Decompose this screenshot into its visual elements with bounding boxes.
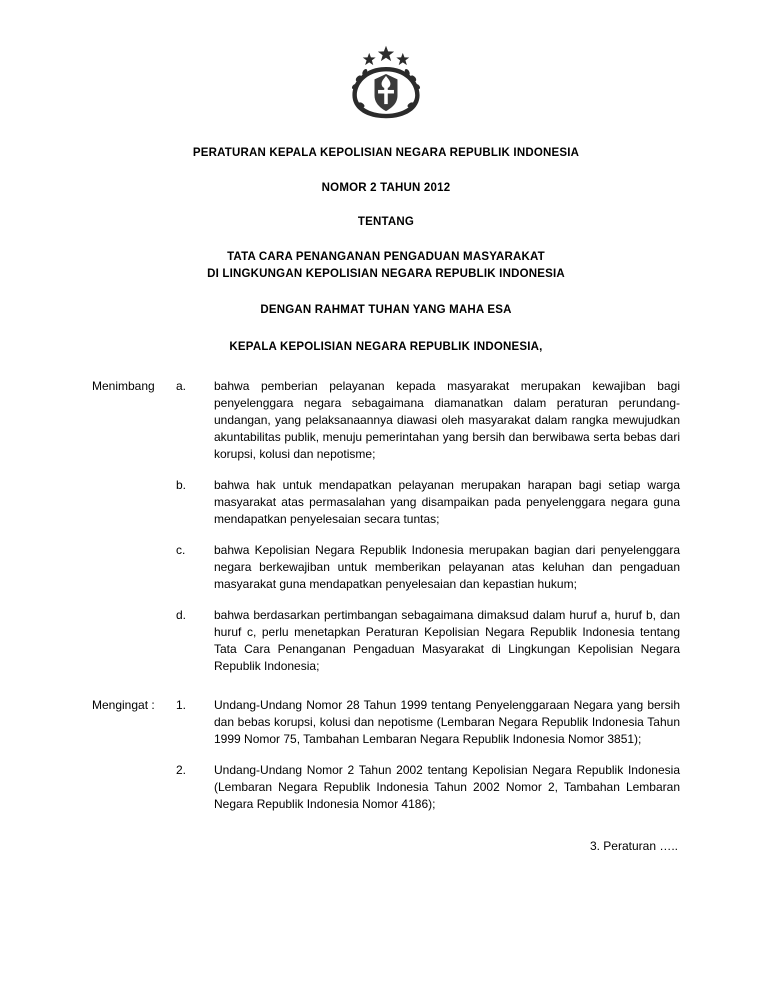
considering-marker-d: d. (176, 608, 187, 623)
considering-marker-b: b. (176, 477, 187, 492)
recalling-item-2 (92, 762, 680, 813)
considering-item-c (92, 542, 680, 593)
considering-label: Menimbang (92, 378, 155, 393)
recalling-marker-1: 1. (176, 698, 187, 713)
considering-item-a (92, 378, 680, 463)
emblem-container (92, 44, 680, 125)
considering-item-d (92, 607, 680, 675)
considering-marker-a: a. (176, 378, 187, 393)
recalling-label: Mengingat : (92, 698, 155, 713)
page-title-tentang: TENTANG (357, 216, 415, 229)
considering-marker-c: c. (176, 542, 186, 557)
recalling-text-1: Undang-Undang Nomor 28 Tahun 1999 tentang Penyelenggaraan Negara yang bersih dan bebas korupsi, kolusi dan nepotisme (Lembaran Negara Republik Indonesia Tahun 1999 Nomor 75, Tambahan Lembaran Negara Republik Indonesia Nomor 3851); (214, 698, 680, 747)
recalling-marker-2: 2. (176, 763, 187, 778)
considering-text-b: bahwa hak untuk mendapatkan pelayanan merupakan harapan bagi setiap warga masyarakat atas permasalahan yang disampaikan pada penyelenggara negara guna mendapatkan penyelesaian secara tuntas; (214, 477, 680, 526)
page-issuer-line: KEPALA KEPOLISIAN NEGARA REPUBLIK INDONESIA, (229, 341, 543, 354)
page-subject-line-1: TATA CARA PENANGANAN PENGADUAN MASYARAKAT (227, 251, 545, 264)
considering-text-c: bahwa Kepolisian Negara Republik Indonesia merupakan bagian dari penyelenggara negara berkewajiban untuk memberikan pelayanan atas keluhan dan pengaduan masyarakat guna mendapatkan penyelesaian dan kepastian hukum; (214, 542, 680, 592)
tribrata-police-emblem-icon (341, 44, 431, 120)
page-blessing-line: DENGAN RAHMAT TUHAN YANG MAHA ESA (260, 304, 512, 317)
recalling-item-1 (92, 697, 680, 748)
page-title-number: NOMOR 2 TAHUN 2012 (321, 181, 451, 194)
considering-text-a: bahwa pemberian pelayanan kepada masyarakat merupakan kewajiban bagi penyelenggara negara sebagaimana diamanatkan dalam peraturan perundang-undangan, yang pelaksanaannya diawasi oleh masyarakat dalam rangka mewujudkan akuntabilitas publik, menuju pemerintahan yang bersih dan berwibawa serta bebas dari korupsi, kolusi dan nepotisme; (214, 378, 680, 461)
page-continuation-note: 3. Peraturan ….. (589, 839, 678, 854)
recalling-text-2: Undang-Undang Nomor 2 Tahun 2002 tentang Kepolisian Negara Republik Indonesia (Lembaran Negara Republik Indonesia Tahun 2002 Nomor 2, Tambahan Lembaran Negara Republik Indonesia Nomor 4186); (214, 763, 680, 812)
page-title-line-1: PERATURAN KEPALA KEPOLISIAN NEGARA REPUBLIK INDONESIA (192, 147, 580, 159)
considering-text-d: bahwa berdasarkan pertimbangan sebagaimana dimaksud dalam huruf a, huruf b, dan huruf c, perlu menetapkan Peraturan Kepolisian Negara Republik Indonesia tentang Tata Cara Penanganan Pengaduan Masyarakat di Lingkungan Kepolisian Negara Republik Indonesia; (214, 608, 680, 674)
page-subject-line-2: DI LINGKUNGAN KEPOLISIAN NEGARA REPUBLIK INDONESIA (207, 267, 565, 280)
considering-item-b (92, 477, 680, 528)
